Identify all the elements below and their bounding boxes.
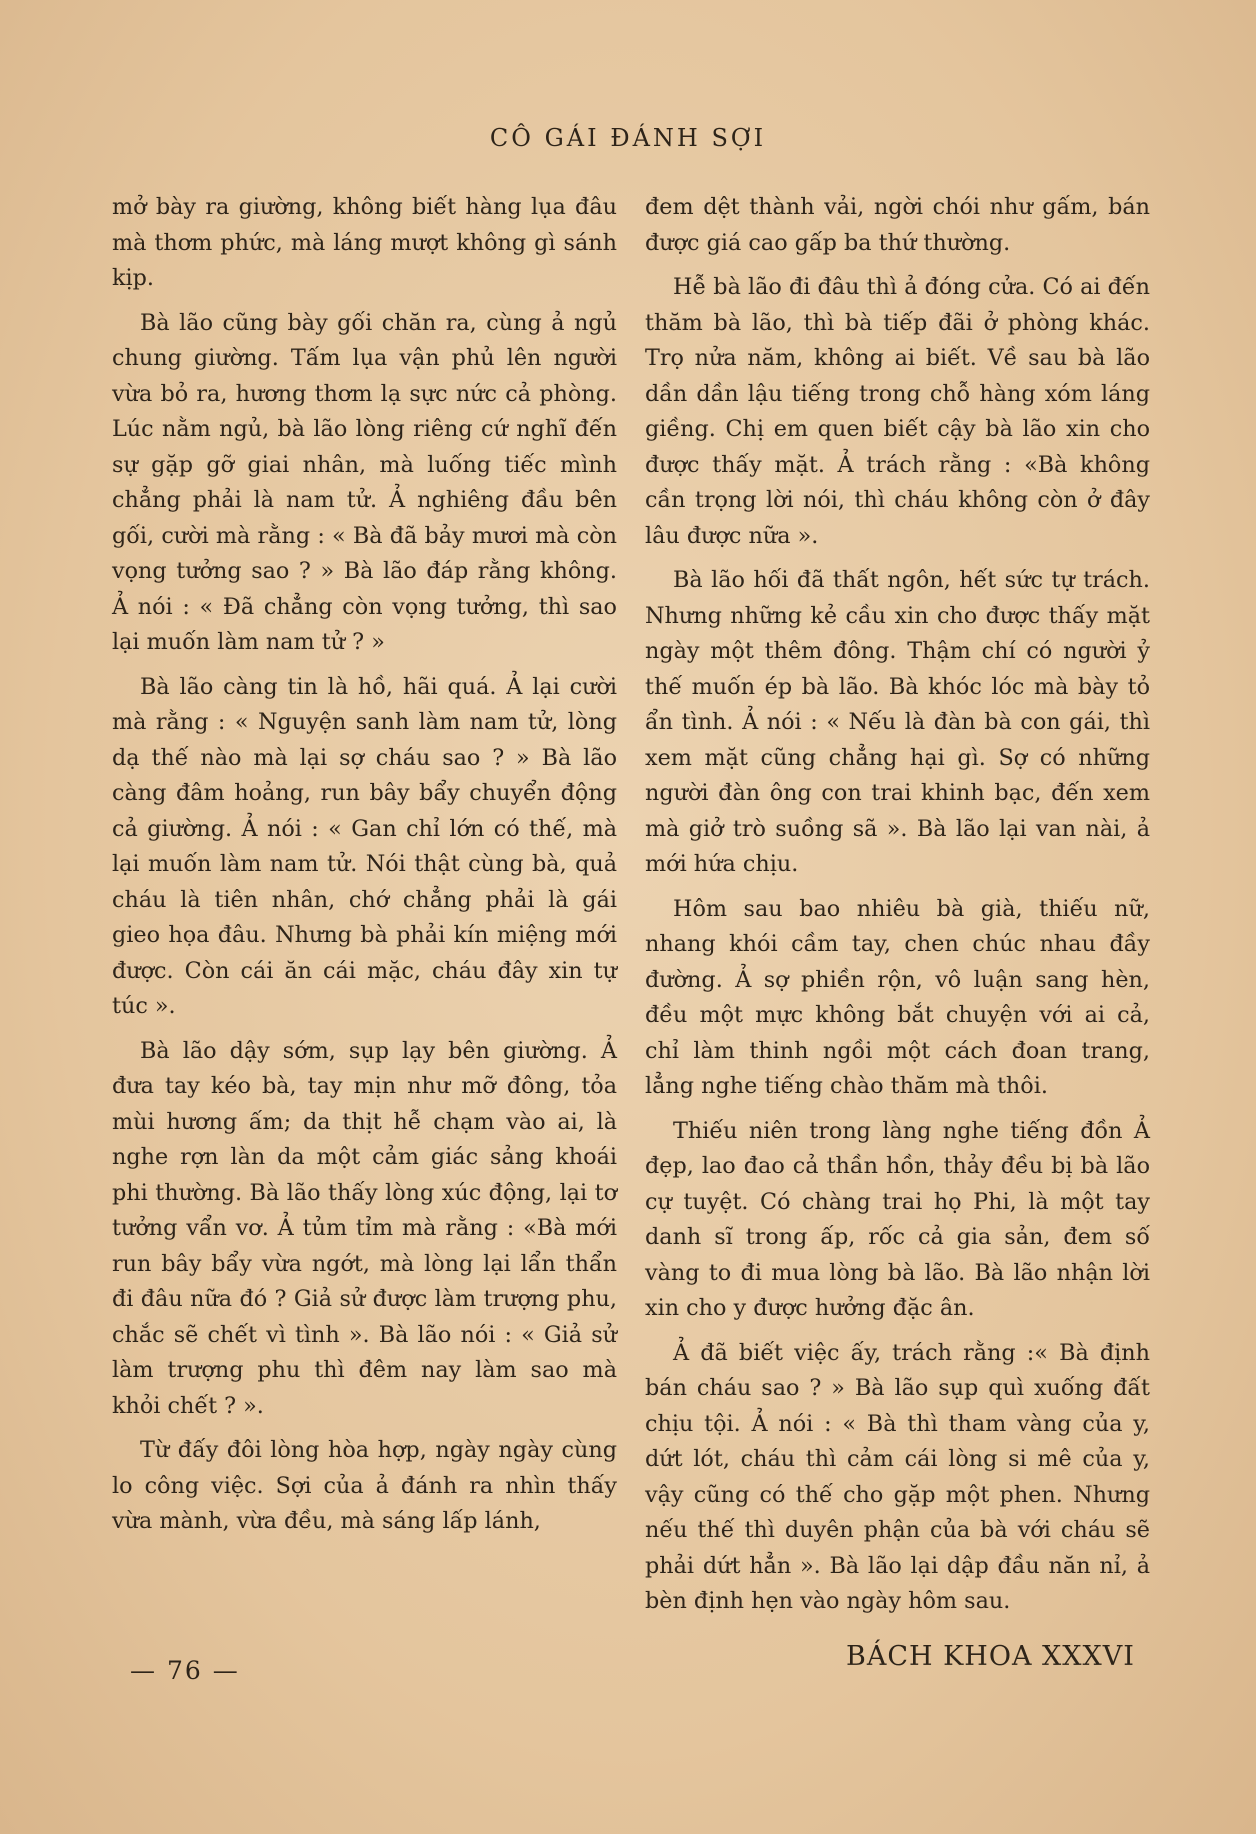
paragraph: mở bày ra giường, không biết hàng lụa đâu mà thơm phức, mà láng mượt không gì sánh kịp. — [112, 194, 617, 291]
paragraph: Bà lão hối đã thất ngôn, hết sức tự trách. Nhưng những kẻ cầu xin cho được thấy mặt ngày một thêm đông. Thậm chí có người ỷ thế muốn ép bà lão. Bà khóc lóc mà bày tỏ ẩn tình. Ả nói : « Nếu là đàn bà con gái, thì xem mặt cũng chẳng hại gì. Sợ có những người đàn ông con trai khinh bạc, đến xem mà giở trò suồng sã ». Bà lão lại van nài, ả mới hứa chịu. — [645, 567, 1150, 877]
paragraph: Bà lão càng tin là hồ, hãi quá. Ả lại cười mà rằng : « Nguyện sanh làm nam tử, lòng dạ thế nào mà lại sợ cháu sao ? » Bà lão càng đâm hoảng, run bây bẩy chuyển động cả giường. Ả nói : « Gan chỉ lớn có thế, mà lại muốn làm nam tử. Nói thật cùng bà, quả cháu là tiên nhân, chớ chẳng phải là gái gieo họa đâu. Nhưng bà phải kín miệng mới được. Còn cái ăn cái mặc, cháu đây xin tự túc ». — [112, 673, 617, 1019]
paragraph: Bà lão cũng bày gối chăn ra, cùng ả ngủ chung giường. Tấm lụa vận phủ lên người vừa bỏ ra, hương thơm lạ sực nức cả phòng. Lúc nằm ngủ, bà lão lòng riêng cứ nghĩ đến sự gặp gỡ giai nhân, mà luống tiếc mình chẳng phải là nam tử. Ả nghiêng đầu bên gối, cười mà rằng : « Bà đã bảy mươi mà còn vọng tưởng sao ? » Bà lão đáp rằng không. Ả nói : « Đã chẳng còn vọng tưởng, thì sao lại muốn làm nam tử ? » — [112, 309, 617, 655]
paragraph: Hôm sau bao nhiêu bà già, thiếu nữ, nhang khói cầm tay, chen chúc nhau đầy đường. Ả sợ phiền rộn, vô luận sang hèn, đều một mực không bắt chuyện với ai cả, chỉ làm thinh ngồi một cách đoan trang, lẳng nghe tiếng chào thăm mà thôi. — [645, 895, 1150, 1099]
paragraph: Bà lão dậy sớm, sụp lạy bên giường. Ả đưa tay kéo bà, tay mịn như mỡ đông, tỏa mùi hương ấm; da thịt hễ chạm vào ai, là nghe rợn làn da một cảm giác sảng khoái phi thường. Bà lão thấy lòng xúc động, lại tơ tưởng vẩn vơ. Ả tủm tỉm mà rằng : «Bà mới run bây bẩy vừa ngớt, mà lòng lại lẩn thẩn đi đâu nữa đó ? Giả sử được làm trượng phu, chắc sẽ chết vì tình ». Bà lão nói : « Giả sử làm trượng phu thì đêm nay làm sao mà khỏi chết ? ». — [112, 1037, 617, 1419]
page-number: — 76 — — [130, 1656, 240, 1685]
paragraph: Hễ bà lão đi đâu thì ả đóng cửa. Có ai đến thăm bà lão, thì bà tiếp đãi ở phòng khác. Trọ nửa năm, không ai biết. Về sau bà lão dần dần lậu tiếng trong chỗ hàng xóm láng giềng. Chị em quen biết cậy bà lão xin cho được thấy mặt. Ả trách rằng : «Bà không cần trọng lời nói, thì cháu không còn ở đây lâu được nữa ». — [645, 274, 1150, 549]
running-header: CÔ GÁI ĐÁNH SỢI — [489, 124, 767, 152]
right-column — [645, 190, 1150, 1629]
paragraph: Từ đấy đôi lòng hòa hợp, ngày ngày cùng lo công việc. Sợi của ả đánh ra nhìn thấy vừa mành, vừa đều, mà sáng lấp lánh, — [112, 1437, 617, 1534]
magazine-title: BÁCH KHOA XXXVI — [846, 1641, 1135, 1672]
paragraph: Ả đã biết việc ấy, trách rằng :« Bà định bán cháu sao ? » Bà lão sụp quì xuống đất chịu tội. Ả nói : « Bà thì tham vàng của y, dứt lót, cháu thì cảm cái lòng si mê của y, vậy cũng có thế cho gặp một phen. Nhưng nếu thế thì duyên phận của bà với cháu sẽ phải dứt hẳn ». Bà lão lại dập đầu năn nỉ, ả bèn định hẹn vào ngày hôm sau. — [645, 1339, 1150, 1614]
left-column — [112, 190, 617, 1549]
paragraph: Thiếu niên trong làng nghe tiếng đồn Ả đẹp, lao đao cả thần hồn, thảy đều bị bà lão cự tuyệt. Có chàng trai họ Phi, là một tay danh sĩ trong ấp, rốc cả gia sản, đem số vàng to đi mua lòng bà lão. Bà lão nhận lời xin cho y được hưởng đặc ân. — [645, 1117, 1150, 1321]
paragraph: đem dệt thành vải, ngời chói như gấm, bán được giá cao gấp ba thứ thường. — [645, 194, 1150, 256]
